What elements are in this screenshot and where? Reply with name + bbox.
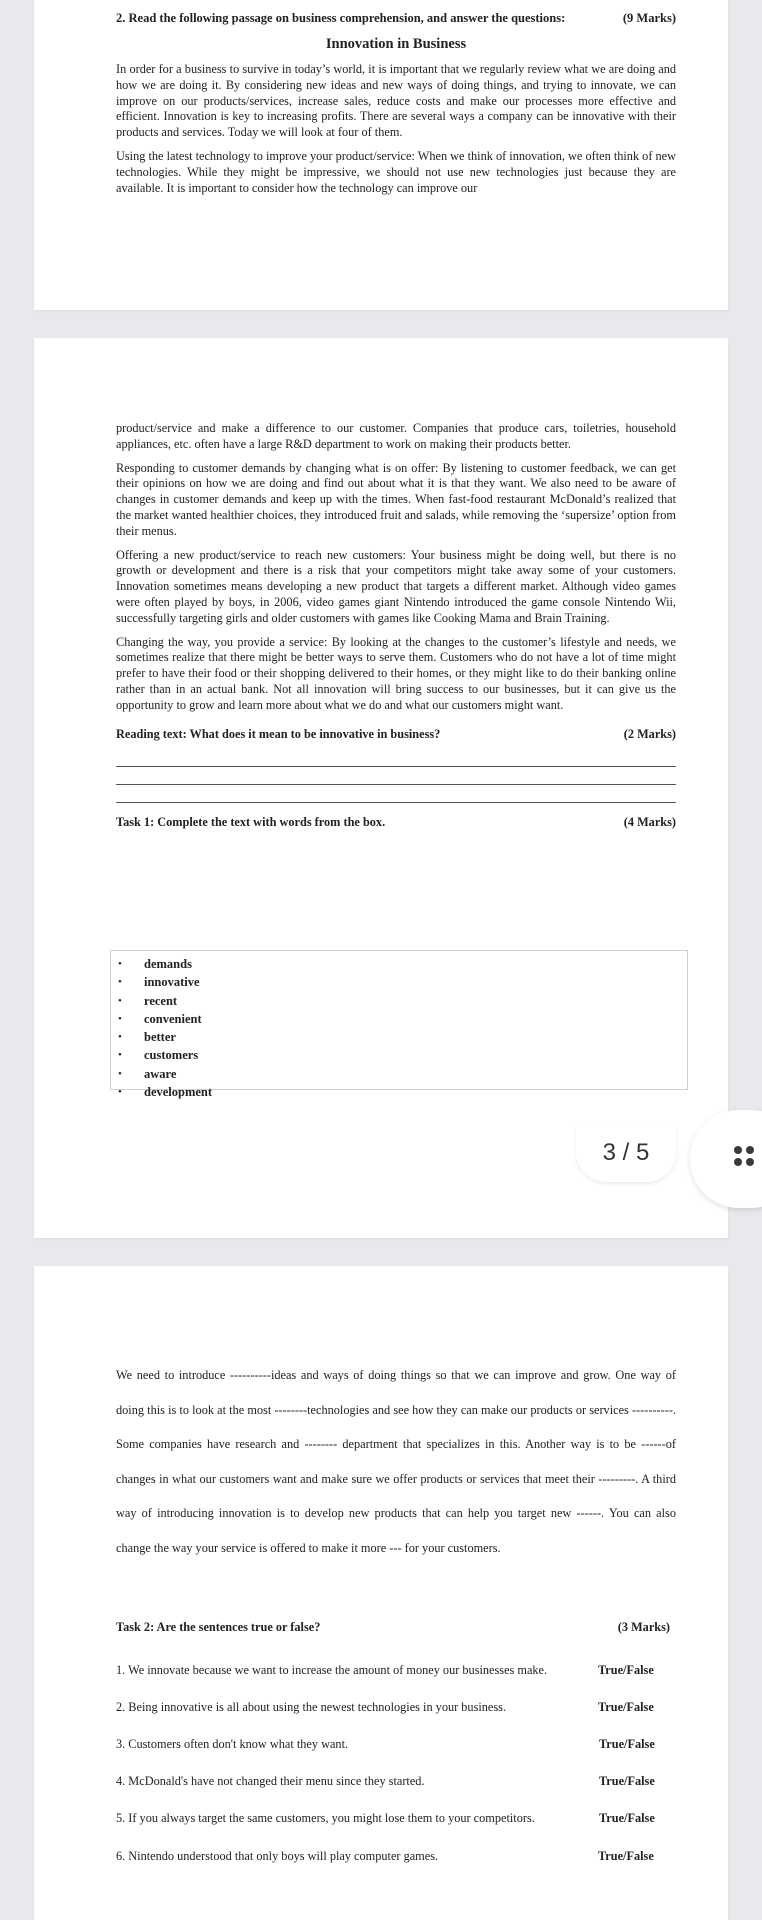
task2-heading xyxy=(116,1620,670,1635)
list-item: • better xyxy=(126,1028,212,1046)
task2-heading-text: Task 2: Are the sentences true or false? xyxy=(116,1620,321,1634)
list-item: • innovative xyxy=(126,973,212,991)
statement-text: 2. Being innovative is all about using the newest technologies in your business. xyxy=(116,1700,507,1714)
answer-line xyxy=(116,802,676,803)
paragraph-service-change: Changing the way, you provide a service: By looking at the changes to the customer’s lifestyle and needs, we sometimes realize that there might be better ways to serve them. Customers who do not have a lot of time might prefer to have their food or their shopping delivered to their homes, or they might like to do their banking online rather than in an actual bank. Not all innovation will bring success to our businesses, but it can give us the opportunity to grow and learn more about what we do and what our customers might want. xyxy=(116,634,676,712)
task1-marks: (4 Marks) xyxy=(623,814,676,829)
list-item: • recent xyxy=(126,992,212,1010)
reading-question-text: Reading text: What does it mean to be innovative in business? xyxy=(116,726,441,741)
statement-text: 4. McDonald's have not changed their menu since they started. xyxy=(116,1774,425,1788)
task1-heading-text: Task 1: Complete the text with words from the box. xyxy=(116,814,386,829)
word-list xyxy=(126,955,212,1101)
statement-row xyxy=(116,1849,676,1864)
list-item: • convenient xyxy=(126,1010,212,1028)
document-page-1 xyxy=(34,0,728,310)
statement-row xyxy=(116,1700,676,1715)
true-false-option: True/False xyxy=(598,1700,654,1714)
statement-row xyxy=(116,1737,676,1752)
answer-line xyxy=(116,766,676,767)
paragraph-new-customers: Offering a new product/service to reach new customers: Your business might be doing well, but there is no growth or development and there is a risk that your competitors might take away some of your customers. Innovation sometimes means developing a new product that targets a different market. Although video games were often played by boys, in 2006, video games giant Nintendo introduced the game console Nintendo Wii, successfully targeting girls and older customers with games like Cooking Mama and Brain Training. xyxy=(116,547,676,625)
true-false-option: True/False xyxy=(598,1849,654,1863)
reading-question xyxy=(116,727,676,742)
true-false-option: True/False xyxy=(599,1737,655,1751)
true-false-option: True/False xyxy=(598,1663,654,1677)
statement-text: 5. If you always target the same customers, you might lose them to your competitors. xyxy=(116,1811,535,1825)
document-page-3 xyxy=(34,1266,728,1920)
statement-row xyxy=(116,1663,676,1678)
list-item: • aware xyxy=(126,1065,212,1083)
paragraph-technology: Using the latest technology to improve your product/service: When we think of innovation, we often think of new technologies. While they might be impressive, we should not use new technologies just because they are available. It is important to consider how the technology can improve our xyxy=(116,148,676,195)
passage-title: Innovation in Business xyxy=(325,36,467,52)
statement-text: 1. We innovate because we want to increase the amount of money our businesses make. xyxy=(116,1663,548,1677)
question-heading xyxy=(116,11,676,26)
page-indicator: 3 / 5 xyxy=(576,1124,676,1182)
document-page-2 xyxy=(34,338,728,1238)
paragraph-customer-demands: Responding to customer demands by changing what is on offer: By listening to customer feedback, we can get their opinions on how we are doing and find out about what it is that they want. We also need to be aware of changes in customer demands and keep up with the times. When fast-food restaurant McDonald’s realized that the market wanted healthier choices, they introduced fruit and salads, while removing the ‘supersize’ option from their menus. xyxy=(116,460,676,538)
list-item: • customers xyxy=(126,1046,212,1064)
question-heading-text: 2. Read the following passage on business comprehension, and answer the questions: xyxy=(116,11,566,25)
statement-row xyxy=(116,1774,676,1789)
question-marks: (9 Marks) xyxy=(622,11,676,25)
paragraph-intro: In order for a business to survive in today’s world, it is important that we regularly review what we are doing and how we are doing it. By considering new ideas and new ways of doing things, and trying to innovate, we can improve on our products/services, increase sales, reduce costs and make our processes more effective and efficient. Innovation is key to increasing profits. There are several ways a company can be innovative with their products and services. Today we will look at four of them. xyxy=(116,62,676,140)
list-item: • demands xyxy=(126,955,212,973)
true-false-option: True/False xyxy=(599,1811,655,1825)
task2-marks: (3 Marks) xyxy=(617,1620,670,1634)
true-false-option: True/False xyxy=(599,1774,655,1788)
statement-text: 6. Nintendo understood that only boys will play computer games. xyxy=(116,1849,439,1863)
statement-row xyxy=(116,1811,676,1826)
task1-heading xyxy=(116,815,676,830)
reading-question-marks: (2 Marks) xyxy=(623,726,676,741)
fill-in-text: We need to introduce ----------ideas and ways of doing things so that we can improve and grow. One way of doing this is to look at the most --------technologies and see how they can make our products or services ----------. Some companies have research and -------- department that specializes in this. Another way is to be ------of changes in what our customers want and make sure we offer products or services that meet their ---------. A third way of introducing innovation is to develop new products that can help you target new ------. You can also change the way your service is offered to make it more --- for your customers. xyxy=(116,1368,676,1555)
list-item: • development xyxy=(126,1083,212,1101)
paragraph-technology-continued: product/service and make a difference to our customer. Companies that produce cars, toiletries, household appliances, etc. often have a large R&D department to work on making their products better. xyxy=(116,421,676,451)
statement-text: 3. Customers often don't know what they want. xyxy=(116,1737,349,1751)
answer-line xyxy=(116,784,676,785)
